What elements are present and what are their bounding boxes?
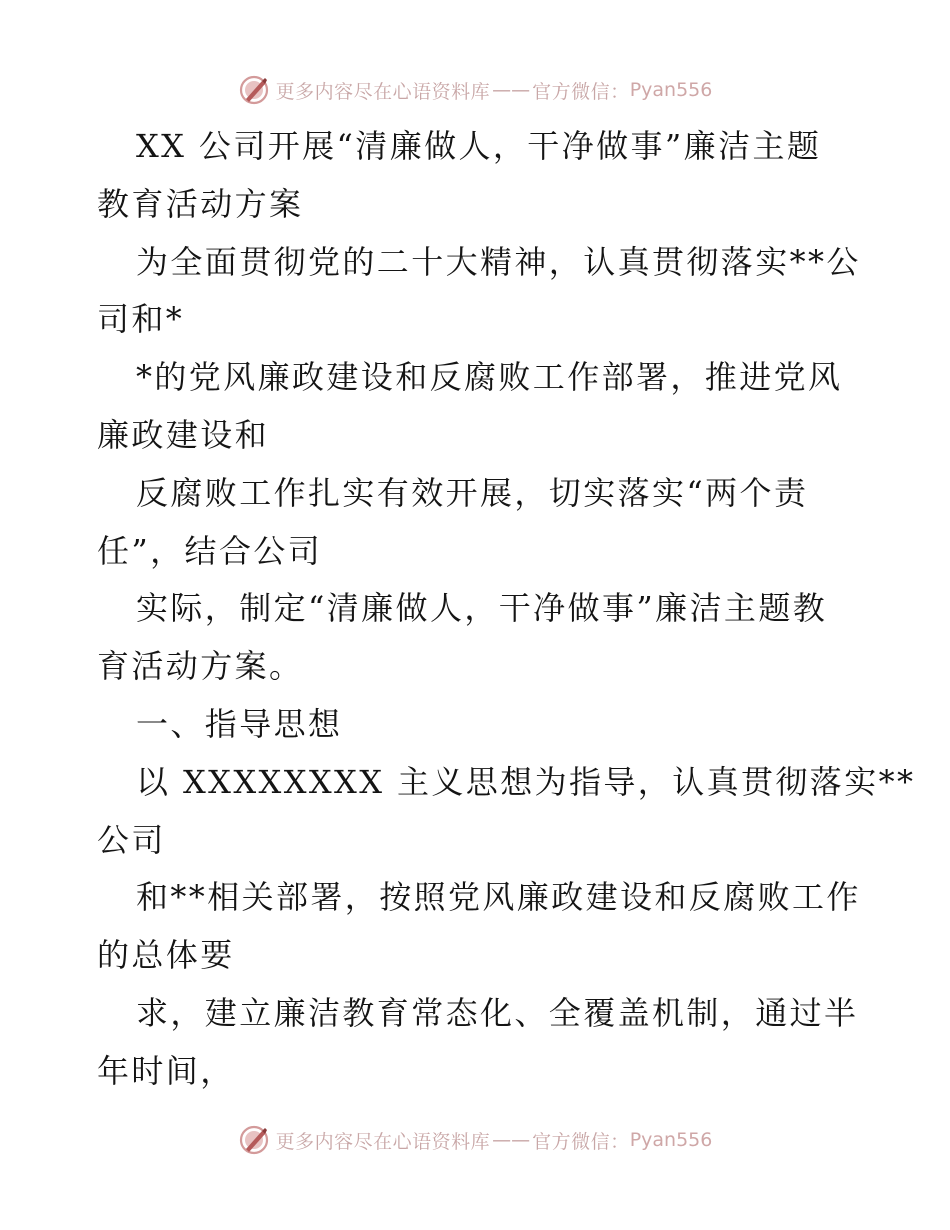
paragraph-line: 求，建立廉洁教育常态化、全覆盖机制，通过半	[136, 993, 859, 1032]
document-body	[97, 118, 916, 1101]
paragraph-line: *的党风廉政建设和反腐败工作部署，推进党风	[136, 358, 843, 397]
paragraph-line: 以 XXXXXXXX 主义思想为指导，认真贯彻落实**	[136, 762, 916, 801]
watermark-text: 更多内容尽在心语资料库	[275, 1130, 491, 1153]
watermark-id: Pyan556	[629, 1129, 713, 1151]
footer-watermark	[0, 1120, 950, 1160]
paragraph-line: 公司	[97, 820, 166, 859]
header-watermark	[0, 70, 950, 110]
paragraph-line: 廉政建设和	[97, 415, 270, 454]
watermark-label: 官方微信：	[532, 1130, 630, 1153]
section-heading: 一、指导思想	[136, 704, 343, 743]
paragraph-line: 实际，制定“清廉做人，干净做事”廉洁主题教	[136, 589, 828, 628]
paragraph-line: 年时间，	[97, 1051, 235, 1090]
paragraph-line: 任”，结合公司	[97, 531, 323, 570]
paragraph-line: 和**相关部署，按照党风廉政建设和反腐败工作	[136, 878, 861, 917]
paragraph-line: 为全面贯彻党的二十大精神，认真贯彻落实**公	[136, 242, 861, 281]
document-title-line: 教育活动方案	[97, 184, 304, 223]
watermark-text: 更多内容尽在心语资料库	[275, 80, 491, 103]
watermark-label: 官方微信：	[532, 80, 630, 103]
document-title-line: XX 公司开展“清廉做人，干净做事”廉洁主题	[136, 127, 822, 165]
paragraph-line: 育活动方案。	[97, 647, 304, 686]
watermark-id: Pyan556	[629, 79, 713, 101]
paragraph-line: 的总体要	[97, 936, 235, 975]
pen-seal-logo-icon	[238, 74, 270, 106]
paragraph-line: 反腐败工作扎实有效开展，切实落实“两个责	[136, 473, 809, 512]
paragraph-line: 司和*	[97, 300, 185, 339]
pen-seal-logo-icon	[238, 1124, 270, 1156]
watermark-separator: ——	[492, 79, 531, 101]
watermark-separator: ——	[492, 1129, 531, 1151]
